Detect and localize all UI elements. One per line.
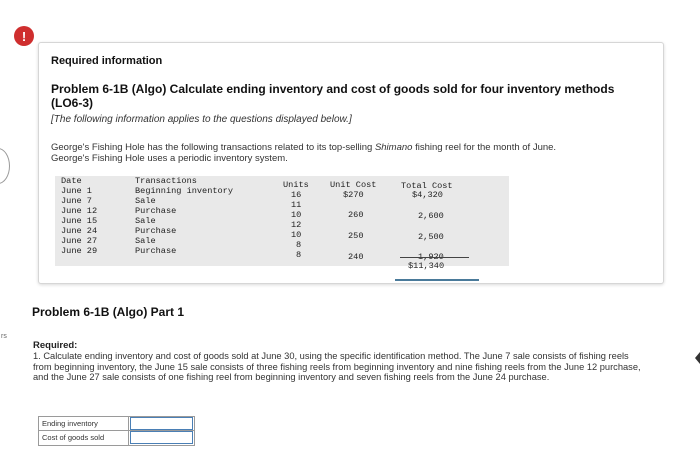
cost-of-goods-sold-label: Cost of goods sold bbox=[42, 433, 105, 442]
brand-name: Shimano bbox=[374, 142, 413, 153]
row-units: 8 bbox=[296, 240, 302, 250]
row-unit-cost: 260 bbox=[348, 210, 364, 220]
applies-note: [The following information applies to the questions displayed below.] bbox=[51, 114, 352, 125]
answer-row-cost-of-goods-sold bbox=[39, 431, 194, 444]
ending-inventory-label: Ending inventory bbox=[42, 419, 98, 428]
row-transaction: Beginning inventory bbox=[135, 186, 233, 196]
edge-mark: rs bbox=[1, 333, 7, 340]
row-date: June 12 bbox=[61, 206, 98, 216]
alert-icon: ! bbox=[14, 26, 34, 46]
ending-inventory-input[interactable] bbox=[130, 417, 193, 430]
row-date: June 29 bbox=[61, 246, 98, 256]
row-date: June 7 bbox=[61, 196, 92, 206]
problem-narrative bbox=[51, 142, 641, 164]
header-units: Units bbox=[283, 180, 309, 190]
part-title: Problem 6-1B (Algo) Part 1 bbox=[32, 305, 185, 319]
required-label: Required: bbox=[33, 340, 78, 351]
row-date: June 27 bbox=[61, 236, 98, 246]
row-units: 11 bbox=[291, 200, 302, 210]
row-date: June 1 bbox=[61, 186, 92, 196]
problem-title: Problem 6-1B (Algo) Calculate ending inventory and cost of goods sold for four inventory methods (LO6-3) bbox=[51, 82, 615, 110]
header-date: Date bbox=[61, 176, 82, 186]
row-total-cost: $4,320 bbox=[412, 190, 443, 200]
row-transaction: Purchase bbox=[135, 246, 177, 256]
row-transaction: Purchase bbox=[135, 226, 177, 236]
narrative-text: George's Fishing Hole has the following transactions related to its top-selling bbox=[51, 142, 375, 153]
row-date: June 15 bbox=[61, 216, 98, 226]
row-unit-cost: $270 bbox=[343, 190, 364, 200]
required-information-card bbox=[38, 42, 664, 284]
row-transaction: Purchase bbox=[135, 206, 177, 216]
row-date: June 24 bbox=[61, 226, 98, 236]
row-transaction: Sale bbox=[135, 216, 156, 226]
collapsed-panel-edge[interactable] bbox=[0, 148, 10, 184]
row-total-cost: 2,500 bbox=[418, 232, 444, 242]
header-unit-cost: Unit Cost bbox=[330, 180, 377, 190]
row-total-cost: 1,920 bbox=[418, 252, 444, 262]
row-transaction: Sale bbox=[135, 196, 156, 206]
row-units: 10 bbox=[291, 230, 302, 240]
answer-row-ending-inventory bbox=[39, 417, 194, 431]
row-transaction: Sale bbox=[135, 236, 156, 246]
total-double-rule bbox=[395, 279, 479, 281]
subtotal-rule bbox=[400, 257, 469, 258]
answer-table bbox=[38, 416, 195, 446]
required-instructions: 1. Calculate ending inventory and cost of goods sold at June 30, using the specific identification method. The June 7 sale consists of fishing reels from beginning inventory, the June 15 sale consists of three fishing reels from beginning inventory and nine fishing reels from the June 12 purchase, and the June 27 sale consists of one fishing reel from beginning inventory and seven fishing reels from the June 24 purchase. bbox=[33, 351, 641, 383]
required-information-heading: Required information bbox=[51, 55, 163, 67]
grand-total: $11,340 bbox=[408, 261, 445, 271]
row-units: 8 bbox=[296, 250, 302, 260]
header-total-cost: Total Cost bbox=[401, 181, 453, 191]
row-unit-cost: 250 bbox=[348, 231, 364, 241]
transactions-table bbox=[55, 176, 509, 271]
row-unit-cost: 240 bbox=[348, 252, 364, 262]
narrative-line-2: George's Fishing Hole uses a periodic inventory system. bbox=[51, 153, 288, 164]
row-units: 16 bbox=[291, 190, 302, 200]
header-transactions: Transactions bbox=[135, 176, 197, 186]
row-total-cost: 2,600 bbox=[418, 211, 444, 221]
row-units: 12 bbox=[291, 220, 302, 230]
narrative-text-end: fishing reel for the month of June. bbox=[412, 142, 557, 153]
row-units: 10 bbox=[291, 210, 302, 220]
next-arrow-icon[interactable] bbox=[695, 352, 700, 364]
cost-of-goods-sold-input[interactable] bbox=[130, 431, 193, 444]
